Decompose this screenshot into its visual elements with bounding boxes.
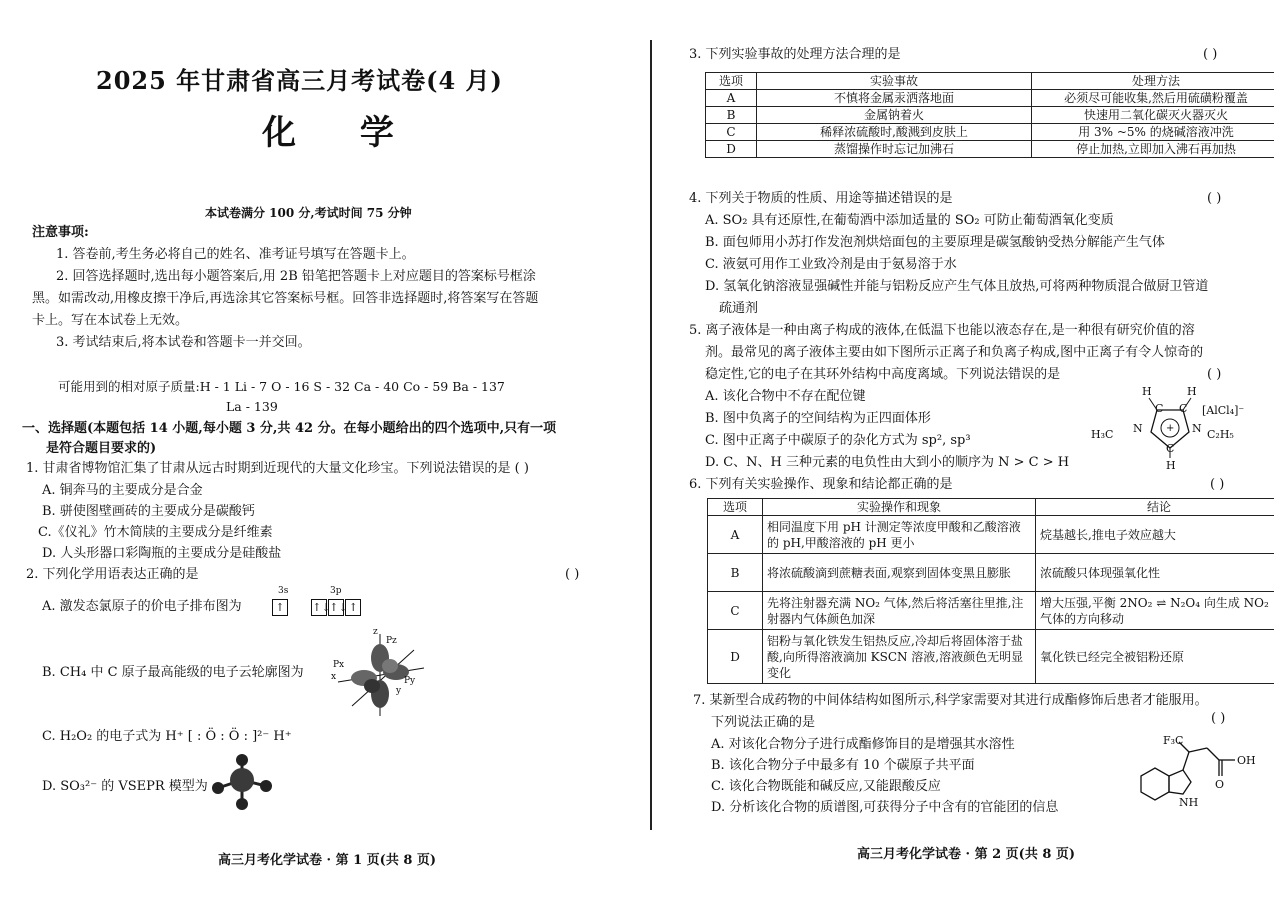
orbital-label-px: Px [333,660,345,670]
q7-option-b: B. 该化合物分子中最多有 10 个碳原子共平面 [711,758,975,773]
ion-label: C₂H₅ [1207,428,1234,441]
q4-stem: 4. 下列关于物质的性质、用途等描述错误的是 [689,191,953,206]
table-row [706,90,1274,107]
ion-label: H [1166,459,1176,472]
label-3s: 3s [278,586,289,596]
q6-cell: 铝粉与氧化铁发生铝热反应,冷却后将固体溶于盐酸,向所得溶液滴加 KSCN 溶液,溶液颜色无明显变化 [763,630,1036,684]
q6-cell: 烷基越长,推电子效应越大 [1036,516,1274,554]
q2-paren: ( ) [565,567,580,582]
box-3p-3: ↑ [345,599,361,616]
label-3p: 3p [330,586,342,596]
q3-cell: 停止加热,立即加入沸石再加热 [1032,141,1274,158]
q5-stem-1: 5. 离子液体是一种由离子构成的液体,在低温下也能以液态存在,是一种很有研究价值的溶 [689,323,1195,338]
q1-option-b: B. 骈使图壁画砖的主要成分是碳酸钙 [42,504,255,519]
ion-label: H [1142,385,1152,398]
q3-header-accident: 实验事故 [757,73,1032,90]
q3-paren: ( ) [1203,47,1218,62]
ion-charge: + [1166,423,1175,434]
q4-option-d-cont: 疏通剂 [719,301,759,316]
vsepr-model-figure [206,752,278,812]
table-row [706,141,1274,158]
box-3p-2: ↑↓ [329,601,348,614]
q6-header-conclusion: 结论 [1036,499,1274,516]
q3-table [705,72,1274,158]
q6-cell: 增大压强,平衡 2NO₂ ⇌ N₂O₄ 向生成 NO₂ 气体的方向移动 [1036,592,1274,630]
q6-cell: 浓硫酸只体现强氧化性 [1036,554,1274,592]
q6-cell: B [708,554,763,592]
structure-label-f3c: F₃C [1163,734,1184,747]
atomic-masses: 可能用到的相对原子质量:H - 1 Li - 7 O - 16 S - 32 Ca - 40 Co - 59 Ba - 137 [58,379,505,394]
structure-label-o: O [1215,778,1225,791]
table-row [706,124,1274,141]
q7-stem-1: 7. 某新型合成药物的中间体结构如图所示,科学家需要对其进行成酯修饰后患者才能服用。 [693,693,1208,708]
q2-option-c: C. H₂O₂ 的电子式为 H⁺ [ : Ö : Ö : ]²⁻ H⁺ [42,729,292,744]
page-1-footer: 高三月考化学试卷 · 第 1 页(共 8 页) [218,853,437,868]
q3-cell: 不慎将金属汞洒落地面 [757,90,1032,107]
q3-cell: B [706,107,757,124]
table-row [708,516,1274,554]
ion-label: N [1133,422,1143,435]
q4-option-d: D. 氢氧化钠溶液显强碱性并能与铝粉反应产生气体且放热,可将两种物质混合做厨卫管道 [705,279,1209,294]
q6-stem: 6. 下列有关实验操作、现象和结论都正确的是 [689,477,953,492]
q3-cell: A [706,90,757,107]
ion-label: H [1187,385,1197,398]
ion-label: C [1166,442,1175,455]
q7-paren: ( ) [1211,711,1226,726]
q3-stem: 3. 下列实验事故的处理方法合理的是 [689,47,901,62]
q5-stem-2: 剂。最常见的离子液体主要由如下图所示正离子和负离子构成,图中正离子有令人惊奇的 [705,345,1204,360]
section-1-heading-2: 是符合题目要求的) [46,441,157,456]
q3-cell: 金属钠着火 [757,107,1032,124]
q1-option-c: C.《仪礼》竹木简牍的主要成分是纤维素 [38,525,273,540]
q2-stem: 2. 下列化学用语表达正确的是 [26,567,199,582]
q3-cell: D [706,141,757,158]
notice-2: 2. 回答选择题时,选出每小题答案后,用 2B 铅笔把答题卡上对应题目的答案标号框涂 [56,269,536,284]
atomic-masses-2: La - 139 [226,399,278,414]
notice-1: 1. 答卷前,考生务必将自己的姓名、准考证号填写在答题卡上。 [56,247,415,262]
box-3s: ↑ [272,599,288,616]
q1-option-d: D. 人头形器口彩陶瓶的主要成分是硅酸盐 [42,546,282,561]
q6-header-option: 选项 [708,499,763,516]
notice-2-cont2: 卡上。写在本试卷上无效。 [32,313,189,328]
table-row [708,630,1274,684]
q5-paren: ( ) [1207,367,1222,382]
q3-cell: 快速用二氧化碳灭火器灭火 [1032,107,1274,124]
q6-header-row [708,499,1274,516]
q7-option-c: C. 该化合物既能和碱反应,又能跟酸反应 [711,779,941,794]
q2-option-b: B. CH₄ 中 C 原子最高能级的电子云轮廓图为 [42,665,304,680]
structure-label-nh: NH [1179,796,1199,809]
orbital-label-y: y [396,686,402,696]
q5-option-a: A. 该化合物中不存在配位键 [705,389,866,404]
ion-label: N [1192,422,1202,435]
q3-header-option: 选项 [706,73,757,90]
subject-title: 化 学 [262,113,420,153]
orbital-label-pz: Pz [386,636,397,646]
exam-title: 2025 年甘肃省高三月考试卷(4 月) [96,66,503,95]
q3-cell: 蒸馏操作时忘记加沸石 [757,141,1032,158]
q6-header-operation: 实验操作和现象 [763,499,1036,516]
exam-info: 本试卷满分 100 分,考试时间 75 分钟 [205,206,412,220]
q4-paren: ( ) [1207,191,1222,206]
q7-option-a: A. 对该化合物分子进行成酯修饰目的是增强其水溶性 [711,737,1015,752]
table-row [708,554,1274,592]
ion-label: C [1155,402,1164,415]
q6-cell: 先将注射器充满 NO₂ 气体,然后将活塞往里推,注射器内气体颜色加深 [763,592,1036,630]
q5-option-c: C. 图中正离子中碳原子的杂化方式为 sp², sp³ [705,433,971,448]
ion-label: H₃C [1091,428,1114,441]
structure-label-oh: OH [1237,754,1256,767]
q4-option-a: A. SO₂ 具有还原性,在葡萄酒中添加适量的 SO₂ 可防止葡萄酒氧化变质 [705,213,1114,228]
q3-header-method: 处理方法 [1032,73,1274,90]
orbital-diagram [272,599,362,617]
q1-stem: 1. 甘肃省博物馆汇集了甘肃从远古时期到近现代的大量文化珍宝。下列说法错误的是 ( ) [26,461,529,476]
q3-header-row [706,73,1274,90]
q6-cell: 将浓硫酸滴到蔗糖表面,观察到固体变黑且膨胀 [763,554,1036,592]
box-3p-1: ↑↓ [312,601,331,614]
ion-label: C [1179,402,1188,415]
q6-paren: ( ) [1210,477,1225,492]
q3-cell: C [706,124,757,141]
notice-heading: 注意事项: [32,225,89,240]
q3-cell: 稀释浓硫酸时,酸溅到皮肤上 [757,124,1032,141]
q3-cell: 必须尽可能收集,然后用硫磺粉覆盖 [1032,90,1274,107]
q6-cell: 相同温度下用 pH 计测定等浓度甲酸和乙酸溶液的 pH,甲酸溶液的 pH 更小 [763,516,1036,554]
page-2 [655,0,1274,901]
section-1-heading: 一、选择题(本题包括 14 小题,每小题 3 分,共 42 分。在每小题给出的四个选项中,只有一项 [22,421,557,436]
q1-option-a: A. 铜奔马的主要成分是合金 [42,483,203,498]
table-row [708,592,1274,630]
q4-option-b: B. 面包师用小苏打作发泡剂烘焙面包的主要原理是碳氢酸钠受热分解能产生气体 [705,235,1165,250]
q7-option-d: D. 分析该化合物的质谱图,可获得分子中含有的官能团的信息 [711,800,1059,815]
q5-stem-3: 稳定性,它的电子在其环外结构中高度离域。下列说法错误的是 [705,367,1061,382]
q2-option-d: D. SO₃²⁻ 的 VSEPR 模型为 [42,779,208,794]
q6-cell: 氧化铁已经完全被铝粉还原 [1036,630,1274,684]
table-row [706,107,1274,124]
notice-2-cont: 黑。如需改动,用橡皮擦干净后,再选涂其它答案标号框。回答非选择题时,将答案写在答题 [32,291,539,306]
q6-cell: D [708,630,763,684]
orbital-label-x: x [331,672,337,682]
q6-table [707,498,1274,684]
page-divider [650,40,652,830]
q7-stem-2: 下列说法正确的是 [711,715,816,730]
orbital-label-z: z [373,627,378,637]
q5-option-d: D. C、N、H 三种元素的电负性由大到小的顺序为 N > C > H [705,455,1070,470]
q3-cell: 用 3% ~5% 的烧碱溶液冲洗 [1032,124,1274,141]
q2-option-a: A. 激发态氯原子的价电子排布图为 [42,599,242,614]
q6-cell: A [708,516,763,554]
orbital-label-py: Py [404,676,416,686]
q6-cell: C [708,592,763,630]
q4-option-c: C. 液氨可用作工业致冷剂是由于氨易溶于水 [705,257,957,272]
q5-option-b: B. 图中负离子的空间结构为正四面体形 [705,411,931,426]
anion-label: [AlCl₄]⁻ [1202,404,1245,417]
page-2-footer: 高三月考化学试卷 · 第 2 页(共 8 页) [857,847,1076,862]
notice-3: 3. 考试结束后,将本试卷和答题卡一并交回。 [56,335,311,350]
p-orbital-figure [332,628,432,720]
